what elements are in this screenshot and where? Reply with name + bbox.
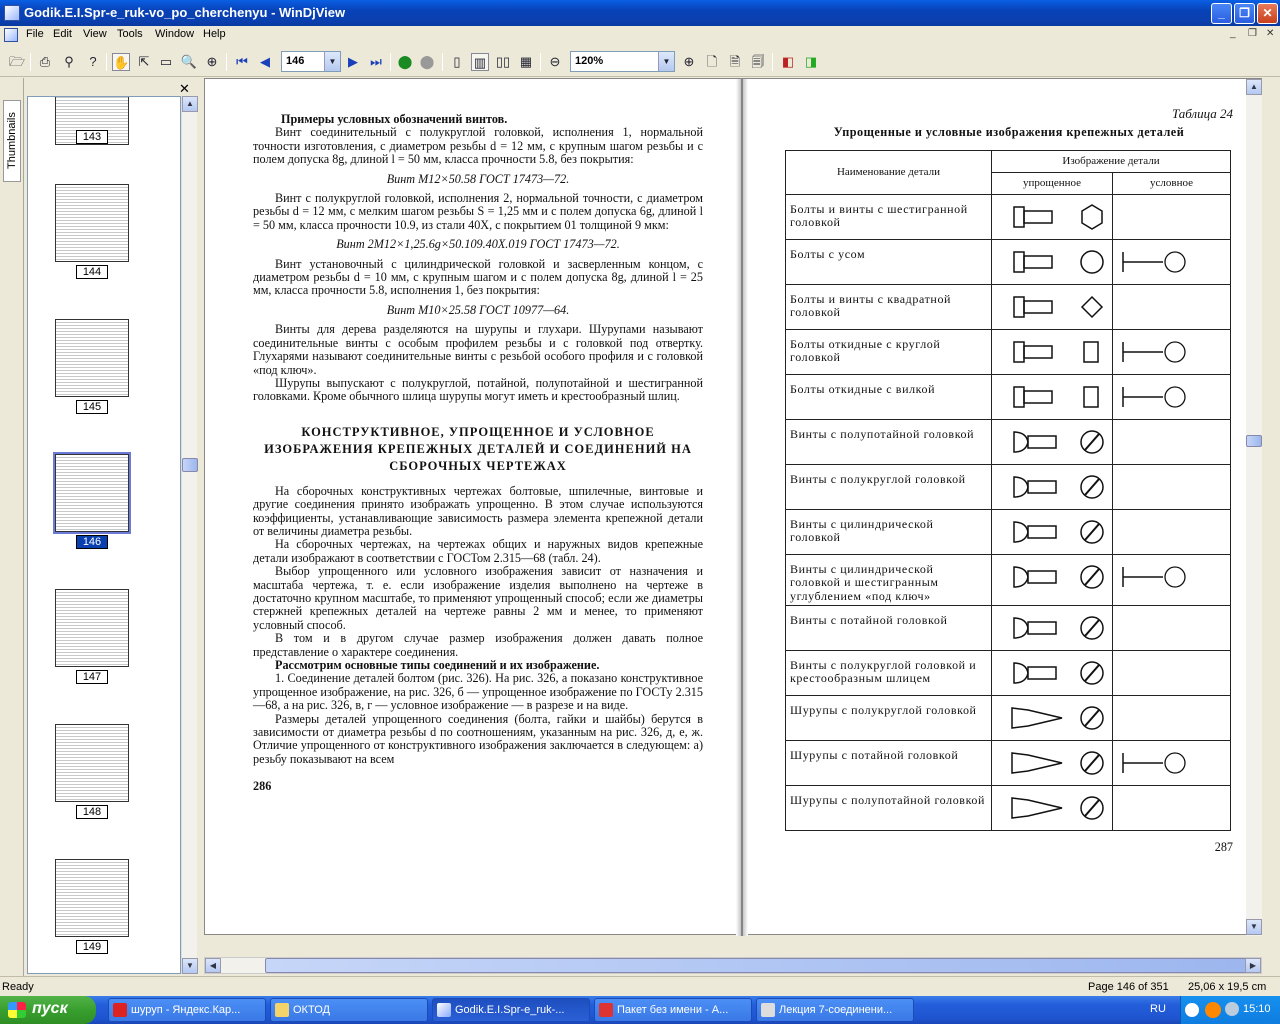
paragraph: Винт установочный с цилиндрической головкой и засверленным концом, с диаметром резьбы d = 10 мм, с крупным шагом и с полем допуска 8g, длиной l = 25 мм, класса прочности 5.8, исполнения 1, без покрытия: [253, 256, 703, 298]
menu-tools[interactable]: Tools [117, 28, 143, 40]
fastener-icon [992, 330, 1112, 374]
conventional-image [1113, 509, 1231, 554]
fit-page-icon[interactable]: 🗋 [706, 54, 718, 69]
row-name: Болты с усом [786, 239, 992, 284]
menu-bar [0, 26, 1280, 46]
simplified-image [992, 419, 1113, 464]
simplified-image [992, 464, 1113, 509]
conventional-image [1113, 284, 1231, 329]
zoom-rect-icon[interactable]: ⊕ [206, 54, 218, 69]
paragraph: Шурупы выпускают с полукруглой, потайной, полупотайной и шестигранной головками. Кроме обычного шлица шурупы могут иметь и крестообразный шлиц. [253, 375, 703, 404]
page-gutter [736, 79, 748, 936]
row-name: Винты с полупотайной головкой [786, 419, 992, 464]
table-title: Упрощенные и условные изображения крепежных деталей [833, 125, 1185, 140]
page-number-right: 287 [1214, 840, 1233, 855]
zoom-out-icon[interactable]: ⊖ [549, 54, 561, 69]
col-header-simplified: упрощенное [992, 172, 1113, 194]
hand-tool-icon[interactable]: ✋ [113, 55, 130, 70]
select-tool-icon[interactable]: ⇱ [138, 54, 150, 69]
paragraph: Винт с полукруглой головкой, исполнения 2, нормальной точности, с диаметром резьбы d = 12 мм, с мелким шагом резьбы S = 1,25 мм и с полем допуска 6g, длиной l = 50 мм, класса прочности 10.9, из стали 40Х, с покрытием 01 толщиной 9 мкм: [253, 191, 703, 232]
page-number-value: 146 [286, 55, 305, 67]
row-name: Винты с полукруглой головкой и крестообразным шлицем [786, 651, 992, 696]
simplified-image [992, 786, 1113, 831]
separator [442, 53, 443, 71]
chevron-down-icon[interactable]: ▼ [658, 52, 674, 71]
conventional-image [1113, 554, 1231, 605]
prev-page-icon[interactable]: ◀ [260, 54, 270, 69]
table-row [786, 194, 1231, 239]
fastener-icon [992, 555, 1112, 599]
window-title: Godik.E.I.Spr-e_ruk-vo_po_cherchenyu - WinDjView [24, 5, 346, 20]
simplified-image [992, 696, 1113, 741]
page-number-left: 286 [253, 779, 272, 794]
simplified-image [992, 606, 1113, 651]
row-name: Винты с цилиндрической головкой [786, 509, 992, 554]
volume-icon[interactable] [1225, 1002, 1239, 1016]
mdi-restore-icon[interactable]: ❐ [1248, 28, 1257, 39]
taskbar-item-label: ОКТОД [293, 1004, 330, 1016]
package-icon [599, 1003, 613, 1017]
taskbar-item-label: Пакет без имени - А... [617, 1004, 729, 1016]
continuous-facing-icon[interactable]: ▦ [519, 54, 533, 69]
paragraph: 1. Соединение деталей болтом (рис. 326). На рис. 326, а показано конструктивное упрощенное изображение, на рис. 326, б — упрощенное изображение по ГОСТу 2.315—68, а на рис. 326, в, г — условное изображение — в разрезе и на виде. [253, 671, 703, 713]
menu-help[interactable]: Help [203, 28, 226, 40]
row-name: Шурупы с полукруглой головкой [786, 696, 992, 741]
conventional-image [1113, 374, 1231, 419]
thumbnail-148[interactable] [55, 724, 129, 802]
table-row [786, 284, 1231, 329]
thumbnail-scrollbar[interactable] [181, 96, 197, 974]
conventional-image [1113, 786, 1231, 831]
row-name: Шурупы с полупотайной головкой [786, 786, 992, 831]
table-row [786, 651, 1231, 696]
simplified-image [992, 651, 1113, 696]
table-row [786, 239, 1231, 284]
row-name: Болты и винты с шестигранной головкой [786, 194, 992, 239]
status-page: Page 146 of 351 [1088, 981, 1169, 993]
tab-thumbnails[interactable]: Thumbnails [3, 100, 21, 182]
row-name: Винты с цилиндрической головкой и шестигранным углублением «под ключ» [786, 554, 992, 605]
fastener-icon [992, 195, 1112, 239]
thumbnail-label[interactable]: 149 [76, 940, 108, 954]
yandex-icon[interactable] [1205, 1002, 1221, 1018]
thumbnail-146[interactable] [55, 454, 129, 532]
thumbnail-147[interactable] [55, 589, 129, 667]
status-bar [0, 976, 1280, 996]
conventional-image [1113, 464, 1231, 509]
scroll-right-icon[interactable]: ▶ [1245, 958, 1261, 973]
table-row [786, 509, 1231, 554]
menu-view[interactable]: View [83, 28, 107, 40]
simplified-image [992, 284, 1113, 329]
open-icon[interactable]: 🗁 [8, 54, 26, 69]
conventional-image [1113, 741, 1231, 786]
first-page-icon[interactable]: ⏮ [236, 54, 248, 69]
thumbnail-144[interactable] [55, 184, 129, 262]
taskbar [0, 996, 1280, 1024]
system-tray [1180, 996, 1280, 1024]
status-size: 25,06 x 19,5 cm [1188, 981, 1267, 993]
row-name: Винты с полукруглой головкой [786, 464, 992, 509]
actual-size-icon[interactable]: 🗐 [751, 54, 765, 69]
thumbnail-145[interactable] [55, 319, 129, 397]
fastener-icon [992, 651, 1112, 695]
thumbnail-label[interactable]: 148 [76, 805, 108, 819]
left-page [253, 113, 703, 794]
formula: Винт М10×25.58 ГОСТ 10977—64. [386, 302, 570, 317]
document-hscrollbar[interactable] [204, 957, 1262, 974]
countersunk-wood-screw-icon [1113, 741, 1223, 785]
mdi-close-icon[interactable]: ✕ [1266, 28, 1275, 39]
scroll-thumb[interactable] [1246, 435, 1262, 447]
taskbar-item-label: шуруп - Яндекс.Кар... [131, 1004, 241, 1016]
table-row [786, 696, 1231, 741]
close-panel-icon[interactable]: ✕ [179, 81, 190, 96]
fastener-icon [992, 240, 1112, 284]
paragraph: В том и в другом случае размер изображения должен давать полное представление о характере соединения. [253, 631, 703, 659]
document-icon [761, 1003, 775, 1017]
fastener-table [785, 150, 1231, 831]
display-mode-icon[interactable]: ◧ [781, 54, 795, 69]
taskbar-item-windjview[interactable] [432, 998, 590, 1022]
paragraph: Винты для дерева разделяются на шурупы и глухари. Шурупами называют соединительные винты с особым профилем резьбы и с головкой под отвертку. Глухарями называют соединительные винты с резьбой особого профиля и с головкой «под ключ». [253, 322, 703, 377]
thumbnail-label[interactable]: 143 [76, 130, 108, 144]
col-header-name: Наименование детали [786, 150, 992, 194]
scroll-up-icon[interactable]: ▲ [1246, 79, 1262, 95]
windows-logo-icon [8, 1002, 26, 1018]
simplified-image [992, 741, 1113, 786]
rect-select-icon[interactable]: ▭ [159, 54, 173, 69]
language-indicator[interactable]: RU [1150, 1003, 1166, 1015]
row-name: Болты откидные с круглой головкой [786, 329, 992, 374]
thumbnail-list[interactable] [27, 96, 181, 974]
conventional-image [1113, 194, 1231, 239]
paragraph: Винт соединительный с полукруглой головкой, исполнения 1, нормальной точности изготовления, с диаметром резьбы d = 12 мм, с крупным шагом резьбы и с полем допуска 8g, длиной l = 50 мм, класса прочности 5.8, без покрытия: [253, 125, 703, 167]
fastener-icon [992, 696, 1112, 740]
paragraph: На сборочных чертежах, на чертежах общих и наружных видов крепежные детали изображают в соответствии с ГОСТом 2.315—68 (табл. 24). [253, 537, 703, 565]
section-title: КОНСТРУКТИВНОЕ, УПРОЩЕННОЕ И УСЛОВНОЕ ИЗОБРАЖЕНИЯ КРЕПЕЖНЫХ ДЕТАЛЕЙ И СОЕДИНЕНИЙ НА СБОРОЧНЫХ ЧЕРТЕЖАХ [264, 424, 692, 473]
taskbar-item-browser[interactable] [108, 998, 266, 1022]
bolt-with-whisker-icon [1113, 240, 1223, 284]
col-header-image: Изображение детали [992, 150, 1231, 172]
menu-edit[interactable]: Edit [53, 28, 72, 40]
windjview-icon [437, 1003, 451, 1017]
right-page [785, 107, 1233, 854]
continuous-icon[interactable]: ▥ [471, 53, 489, 71]
conventional-image [1113, 329, 1231, 374]
scroll-down-icon[interactable]: ▼ [182, 958, 198, 974]
taskbar-item-label: Лекция 7-соединени... [779, 1004, 893, 1016]
fastener-icon [992, 606, 1112, 650]
simplified-image [992, 374, 1113, 419]
title-bar[interactable] [0, 0, 1280, 26]
thumbnail-149[interactable] [55, 859, 129, 937]
paragraph: Выбор упрощенного или условного изображения зависит от назначения и масштаба чертежа, т. е. если изображение изделия выполнено на чертеже в достаточно крупном масштабе, то применяют упрощенный способ; если же диаметры стержней крепежных деталей на чертеже равны 2 мм и менее, то применяют условный способ. [253, 564, 703, 632]
fork-eye-bolt-icon [1113, 375, 1223, 419]
fastener-icon [992, 741, 1112, 785]
folder-icon [275, 1003, 289, 1017]
paragraph: Размеры деталей упрощенного соединения (болта, гайки и шайбы) берутся в зависимости от диаметра резьбы d по соотношениям, указанным на рис. 326, д, е, ж. Отличие упрощенного от конструктивного изображения заключается в следующем: а) резьбу показывают на всем [253, 711, 703, 766]
layers-icon[interactable]: ◨ [804, 54, 818, 69]
row-name: Шурупы с потайной головкой [786, 741, 992, 786]
col-header-conventional: условное [1113, 172, 1231, 194]
thumbnail-label[interactable]: 145 [76, 400, 108, 414]
sidebar-tabs [0, 78, 24, 983]
start-label: пуск [32, 1000, 68, 1017]
formula: Винт 2М12×1,25.6g×50.109.40Х.019 ГОСТ 17473—72. [336, 237, 620, 252]
taskbar-item-label: Godik.E.I.Spr-e_ruk-... [455, 1004, 565, 1016]
document-view[interactable] [204, 78, 1262, 935]
menu-window[interactable]: Window [155, 28, 195, 40]
conventional-image [1113, 696, 1231, 741]
hex-socket-screw-icon [1113, 555, 1223, 599]
table-row [786, 741, 1231, 786]
fastener-icon [992, 786, 1112, 830]
single-page-icon[interactable]: ▯ [453, 54, 461, 69]
conventional-image [1113, 239, 1231, 284]
browser-icon [113, 1003, 127, 1017]
separator [30, 53, 31, 71]
row-name: Винты с потайной головкой [786, 606, 992, 651]
row-name: Болты и винты с квадратной головкой [786, 284, 992, 329]
paragraph: На сборочных конструктивных чертежах болтовые, шпилечные, винтовые и другие соединения принято изображать упрощенно. В этом случае используются коэффициенты, устанавливающие зависимость размера элемента крепежной детали от величины диаметра резьбы. [253, 483, 703, 538]
separator [226, 53, 227, 71]
fastener-icon [992, 420, 1112, 464]
zoom-combo[interactable] [570, 51, 675, 72]
taskbar-item-lecture[interactable] [756, 998, 914, 1022]
table-row [786, 464, 1231, 509]
back-icon[interactable]: ⬤ [397, 54, 413, 69]
fastener-icon [992, 465, 1112, 509]
simplified-image [992, 194, 1113, 239]
conventional-image [1113, 419, 1231, 464]
taskbar-item-package[interactable] [594, 998, 752, 1022]
scroll-down-icon[interactable]: ▼ [1246, 919, 1262, 935]
separator [106, 53, 107, 71]
table-row [786, 606, 1231, 651]
minimize-button[interactable]: _ [1211, 3, 1232, 24]
facing-icon[interactable]: ▯▯ [495, 54, 511, 69]
formula: Винт М12×50.58 ГОСТ 17473—72. [386, 171, 570, 186]
paragraph: Рассмотрим основные типы соединений и их изображение. [275, 658, 600, 672]
document-vscrollbar[interactable] [1246, 79, 1262, 936]
table-row [786, 374, 1231, 419]
next-page-icon[interactable]: ▶ [348, 54, 358, 69]
last-page-icon[interactable]: ⏭ [370, 54, 382, 69]
help-icon[interactable]: ? [89, 54, 97, 69]
chevron-down-icon[interactable]: ▼ [324, 52, 340, 71]
round-eye-bolt-icon [1113, 330, 1223, 374]
separator [772, 53, 773, 71]
zoom-icon[interactable]: 🔍 [180, 54, 198, 69]
forward-icon[interactable]: ⬤ [419, 54, 435, 69]
table-row [786, 329, 1231, 374]
table-label: Таблица 24 [1171, 106, 1233, 121]
simplified-image [992, 329, 1113, 374]
thumbnail-panel [25, 78, 199, 983]
document-icon[interactable] [4, 28, 18, 42]
scroll-left-icon[interactable]: ◀ [205, 958, 221, 973]
taskbar-item-folder[interactable] [270, 998, 428, 1022]
row-name: Болты откидные с вилкой [786, 374, 992, 419]
zoom-value: 120% [575, 55, 604, 67]
fastener-icon [992, 285, 1112, 329]
menu-file[interactable]: File [26, 28, 44, 40]
toolbar [0, 47, 1280, 77]
heading-screw-examples: Примеры условных обозначений винтов. [281, 112, 508, 126]
conventional-image [1113, 651, 1231, 696]
app-icon[interactable] [4, 5, 20, 21]
page-number-combo[interactable] [281, 51, 341, 72]
fastener-icon [992, 510, 1112, 554]
table-row [786, 554, 1231, 605]
table-row [786, 419, 1231, 464]
tray-chevron-icon[interactable] [1185, 1003, 1199, 1017]
thumbnail-label[interactable]: 147 [76, 670, 108, 684]
conventional-image [1113, 606, 1231, 651]
fit-width-icon[interactable]: 🗎 [729, 54, 741, 69]
separator [390, 53, 391, 71]
find-icon[interactable]: ⚲ [64, 54, 74, 69]
scroll-up-icon[interactable]: ▲ [182, 96, 198, 112]
simplified-image [992, 509, 1113, 554]
maximize-button[interactable]: ❐ [1234, 3, 1255, 24]
start-button[interactable] [0, 996, 96, 1024]
status-ready: Ready [2, 981, 34, 993]
thumbnail-label-selected[interactable]: 146 [76, 535, 108, 549]
simplified-image [992, 239, 1113, 284]
separator [540, 53, 541, 71]
thumbnail-label[interactable]: 144 [76, 265, 108, 279]
zoom-in-icon[interactable]: ⊕ [683, 54, 695, 69]
mdi-minimize-icon[interactable]: _ [1230, 28, 1236, 39]
table-row [786, 786, 1231, 831]
simplified-image [992, 554, 1113, 605]
close-button[interactable]: ✕ [1257, 3, 1278, 24]
fastener-icon [992, 375, 1112, 419]
print-icon[interactable]: ⎙ [39, 54, 51, 69]
clock: 15:10 [1243, 1003, 1271, 1015]
scroll-thumb[interactable] [182, 458, 198, 472]
scroll-thumb[interactable] [265, 958, 1259, 973]
